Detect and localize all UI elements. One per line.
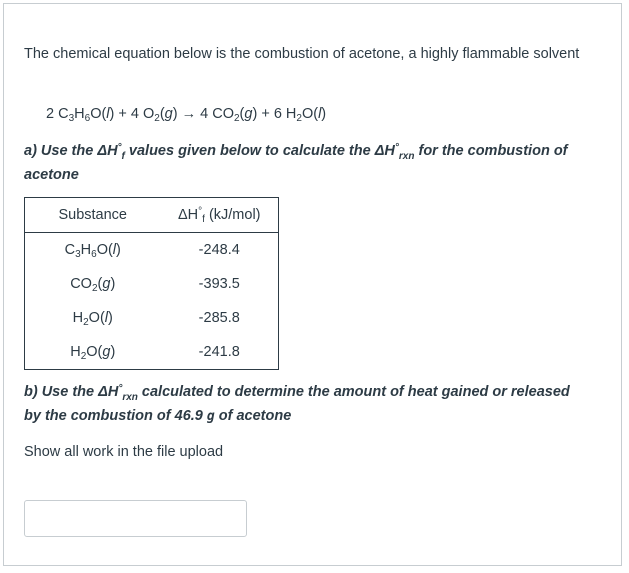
combustion-equation: 2 $C_3H_6O(l) + 4$ $O_2(g) \to 4$ $CO_2(g) + 6$ $H_2O(l)$ <box>46 106 327 124</box>
substance-cell: $H_2O(l)$ <box>72 310 113 328</box>
table-header-row <box>25 198 279 233</box>
part-b-prompt: b) Use the $\Delta H^\circ_{rxn}$ calculated to determine the amount of heat gained or released by the combustion of 46.9 g of acetone <box>24 383 570 424</box>
question-intro: The chemical equation below is the combustion of acetone, a highly flammable solvent <box>24 46 580 62</box>
delta-h-value: -285.8 <box>198 310 240 326</box>
table-row <box>25 301 279 335</box>
table-row <box>25 267 279 301</box>
part-a-prompt: a) Use the $\Delta H^\circ_f$ values given below to calculate the $\Delta H^\circ_{rxn}$ for the combustion of acetone <box>24 142 568 183</box>
table-row <box>25 233 279 268</box>
table-row <box>25 335 279 370</box>
substance-cell: $H_2O(g)$ <box>70 344 116 362</box>
header-substance: Substance <box>25 198 161 233</box>
file-upload-field[interactable] <box>24 500 247 537</box>
enthalpy-table <box>24 197 279 370</box>
upload-instruction: Show all work in the file upload <box>24 444 224 460</box>
substance-cell: $C_3H_6O(l)$ <box>64 242 121 260</box>
delta-h-value: -248.4 <box>198 242 240 258</box>
delta-h-value: -241.8 <box>198 344 240 360</box>
delta-h-value: -393.5 <box>198 276 240 292</box>
header-delta-h: $\Delta H^\circ_f$ (kJ/mol) <box>160 198 278 233</box>
substance-cell: $CO_2(g)$ <box>70 276 116 294</box>
